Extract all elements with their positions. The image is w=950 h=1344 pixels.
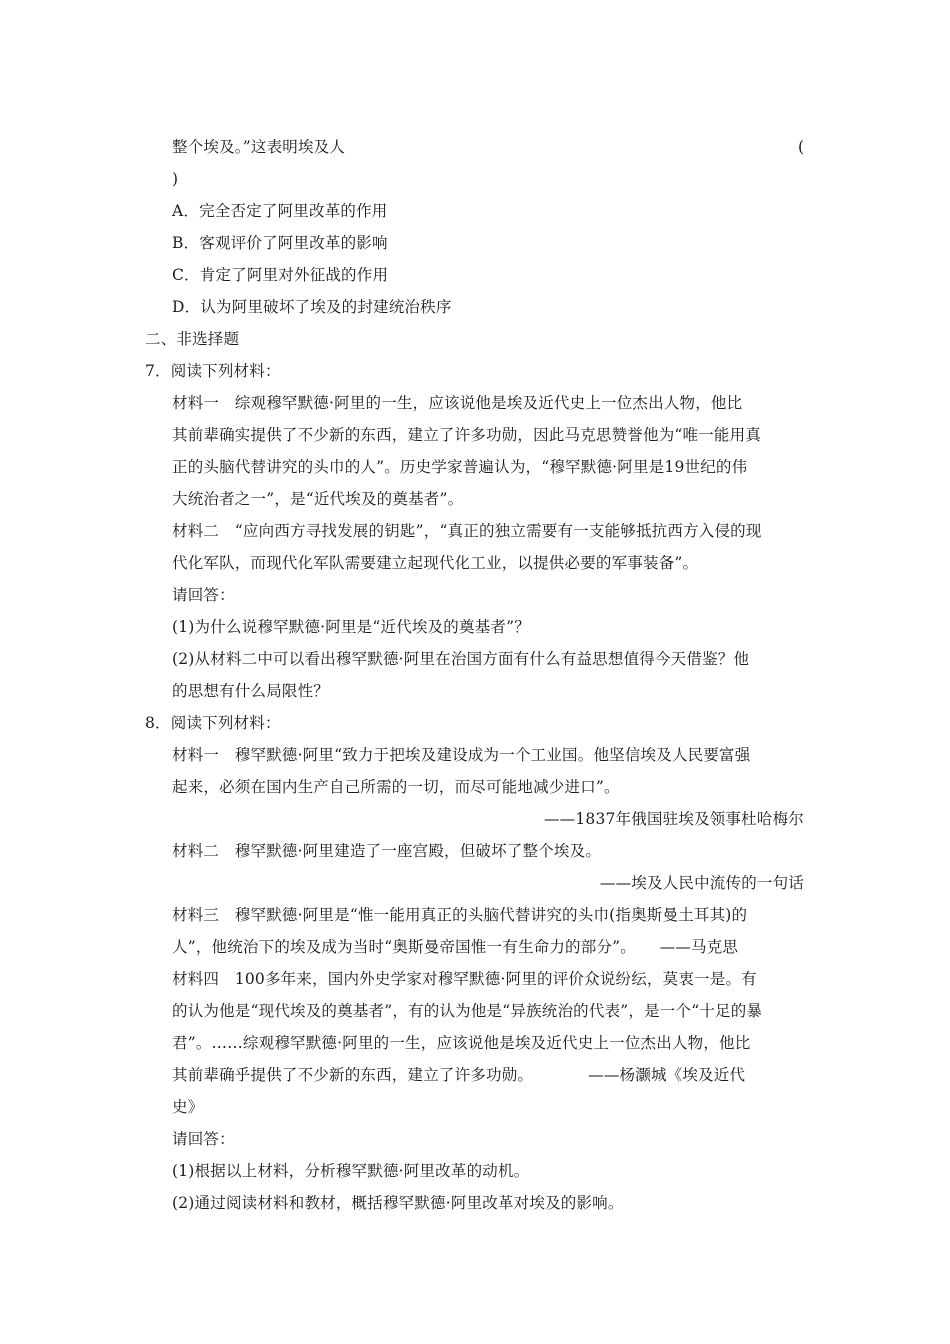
q6-stem-end: 整个埃及。”这表明埃及人 bbox=[172, 138, 346, 156]
q7-material1-line: 正的头脑代替讲究的头巾的人”。历史学家普遍认为，“穆罕默德·阿里是19世纪的伟 bbox=[172, 458, 748, 476]
q8-material3-line: 人”，他统治下的埃及成为当时“奥斯曼帝国惟一有生命力的部分”。 ——马克思 bbox=[172, 938, 739, 956]
q7-subquestion-1: (1)为什么说穆罕默德·阿里是“近代埃及的奠基者”？ bbox=[172, 618, 530, 636]
q8-material4-line: 君”。……综观穆罕默德·阿里的一生，应该说他是埃及近代史上一位杰出人物，他比 bbox=[172, 1034, 751, 1052]
q6-option-d: D．认为阿里破坏了埃及的封建统治秩序 bbox=[172, 298, 452, 316]
q8-subquestion-2: (2)通过阅读材料和教材，概括穆罕默德·阿里改革对埃及的影响。 bbox=[172, 1194, 624, 1212]
q8-material4-line: 的认为他是“现代埃及的奠基者”，有的认为他是“异族统治的代表”，是一个“十足的暴 bbox=[172, 1002, 763, 1020]
q8-subquestion-1: (1)根据以上材料，分析穆罕默德·阿里改革的动机。 bbox=[172, 1162, 530, 1180]
q7-material1-line: 大统治者之一”，是“近代埃及的奠基者”。 bbox=[172, 490, 464, 508]
q8-material1-source: ——1837年俄国驻埃及领事杜哈梅尔 bbox=[543, 810, 804, 828]
q8-material3-line: 材料三 穆罕默德·阿里是“惟一能用真正的头脑代替讲究的头巾(指奥斯曼土耳其)的 bbox=[172, 906, 748, 924]
q8-material4-line: 其前辈确乎提供了不少新的东西，建立了许多功勋。 ——杨灏城《埃及近代 bbox=[172, 1066, 746, 1084]
q8-material2: 材料二 穆罕默德·阿里建造了一座宫殿，但破坏了整个埃及。 bbox=[172, 842, 602, 860]
q7-material2-line: 代化军队，而现代化军队需要建立起现代化工业，以提供必要的军事装备”。 bbox=[172, 554, 699, 572]
q7-material2-line: 材料二 “应向西方寻找发展的钥匙”，“真正的独立需要有一支能够抵抗西方入侵的现 bbox=[172, 522, 762, 540]
q8-material2-source: ——埃及人民中流传的一句话 bbox=[599, 874, 804, 892]
q7-subquestion-2-line: 的思想有什么局限性？ bbox=[172, 682, 330, 700]
q8-material4-line: 材料四 100多年来，国内外史学家对穆罕默德·阿里的评价众说纷纭，莫衷一是。有 bbox=[172, 970, 757, 988]
q6-answer-paren-open: ( bbox=[798, 138, 805, 156]
q8-stem: 8．阅读下列材料： bbox=[145, 714, 281, 732]
q8-material4-line: 史》 bbox=[172, 1098, 204, 1116]
q7-subquestion-2-line: (2)从材料二中可以看出穆罕默德·阿里在治国方面有什么有益思想值得今天借鉴？他 bbox=[172, 650, 750, 668]
q7-stem: 7．阅读下列材料： bbox=[145, 362, 281, 380]
q6-option-c: C．肯定了阿里对外征战的作用 bbox=[172, 266, 389, 284]
q8-material1-line: 起来，必须在国内生产自己所需的一切，而尽可能地减少进口”。 bbox=[172, 778, 620, 796]
q6-option-a: A．完全否定了阿里改革的作用 bbox=[172, 202, 388, 220]
q8-ask: 请回答： bbox=[172, 1130, 235, 1148]
section-title: 二、非选择题 bbox=[145, 330, 240, 348]
q7-ask: 请回答： bbox=[172, 586, 235, 604]
q8-material1-line: 材料一 穆罕默德·阿里“致力于把埃及建设成为一个工业国。他坚信埃及人民要富强 bbox=[172, 746, 751, 764]
q7-material1-line: 材料一 综观穆罕默德·阿里的一生，应该说他是埃及近代史上一位杰出人物，他比 bbox=[172, 394, 743, 412]
q7-material1-line: 其前辈确实提供了不少新的东西，建立了许多功勋，因此马克思赞誉他为“唯一能用真 bbox=[172, 426, 762, 444]
q6-option-b: B．客观评价了阿里改革的影响 bbox=[172, 234, 388, 252]
q6-answer-paren-close: ) bbox=[172, 170, 179, 188]
